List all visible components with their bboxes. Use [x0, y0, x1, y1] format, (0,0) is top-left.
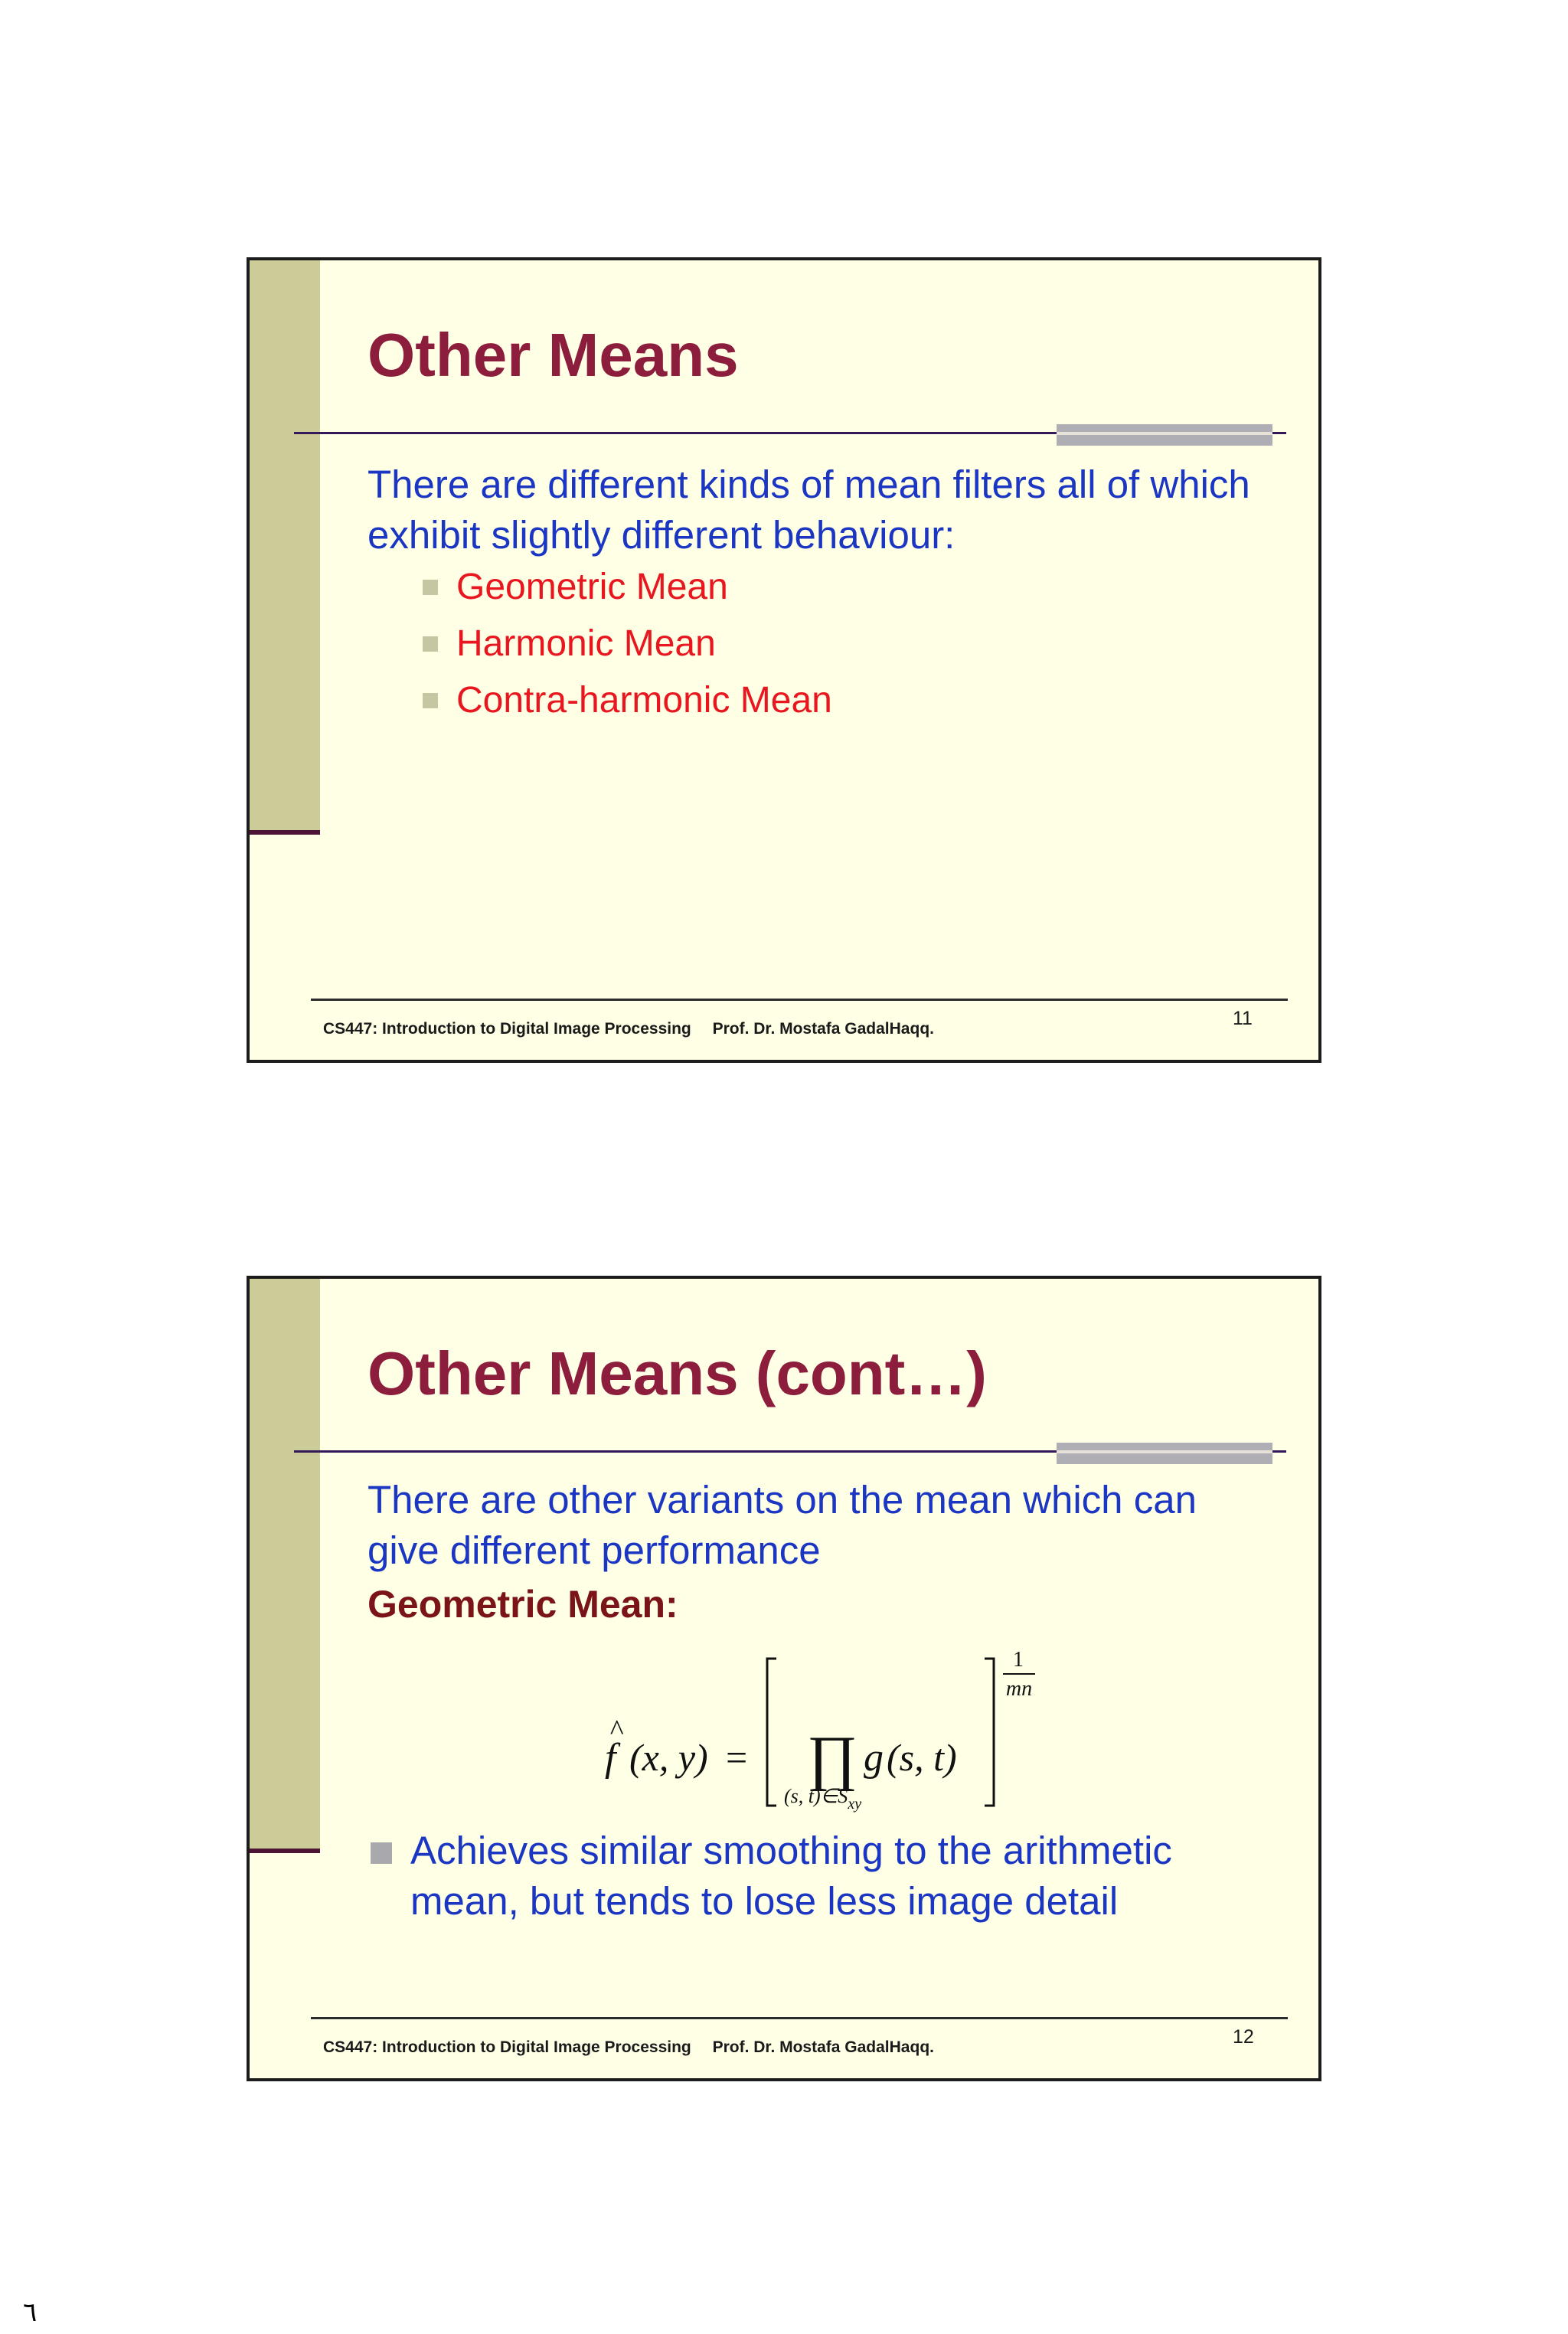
title-accent-bar	[1057, 424, 1272, 446]
side-accent-tick	[250, 830, 320, 835]
footer-rule	[311, 999, 1288, 1001]
bullet-label: Contra-harmonic Mean	[456, 680, 832, 721]
subscript-main: (s, t)∈S	[784, 1785, 848, 1807]
list-item	[423, 559, 832, 616]
document-page-mark: ٦	[23, 2297, 38, 2328]
intro-text: There are different kinds of mean filters all of which exhibit slightly different behaviour:	[368, 463, 1250, 557]
intro-text: There are other variants on the mean which can give different performance	[368, 1478, 1197, 1572]
slide-11	[247, 257, 1321, 1063]
footer-course: CS447: Introduction to Digital Image Processing	[323, 2038, 691, 2056]
subheading: Geometric Mean:	[368, 1583, 678, 1626]
footer-author: Prof. Dr. Mostafa GadalHaqq.	[712, 2038, 934, 2056]
subscript-xy: xy	[848, 1796, 862, 1813]
slide-footer	[323, 2038, 934, 2057]
list-item	[368, 1826, 1286, 1927]
slide-12	[247, 1276, 1321, 2081]
right-bracket	[985, 1659, 994, 1806]
formula-g: g	[864, 1736, 884, 1780]
slide-footer	[323, 1020, 934, 1038]
square-bullet-icon	[423, 693, 438, 708]
side-accent-tick	[250, 1849, 320, 1853]
formula-lhs-args: (x, y)	[629, 1736, 708, 1779]
footer-rule	[311, 2017, 1288, 2019]
bullet-label: Harmonic Mean	[456, 623, 716, 664]
formula-f: f	[605, 1736, 616, 1780]
bullet-list	[423, 559, 832, 729]
list-item	[423, 616, 832, 672]
footer-author: Prof. Dr. Mostafa GadalHaqq.	[712, 1020, 934, 1038]
square-bullet-icon	[371, 1842, 392, 1864]
side-accent-bar	[250, 260, 320, 830]
title-accent-bar	[1057, 1443, 1272, 1464]
square-bullet-icon	[423, 636, 438, 652]
side-accent-bar	[250, 1279, 320, 1849]
slide-title: Other Means	[368, 321, 739, 389]
formula-hat: ^	[609, 1715, 622, 1747]
list-item	[423, 672, 832, 729]
square-bullet-icon	[423, 580, 438, 595]
footer-course: CS447: Introduction to Digital Image Processing	[323, 1020, 691, 1038]
page-number: 11	[1233, 1008, 1253, 1029]
left-bracket	[767, 1659, 776, 1806]
bullet-label: Achieves similar smoothing to the arithmetic mean, but tends to lose less image detail	[410, 1829, 1172, 1923]
page-number: 12	[1233, 2026, 1254, 2048]
exponent-denominator: mn	[1005, 1677, 1033, 1701]
geometric-mean-formula	[594, 1639, 1054, 1830]
slide-title: Other Means (cont…)	[368, 1339, 987, 1407]
exponent-numerator: 1	[1013, 1648, 1024, 1672]
formula-equals: =	[726, 1736, 748, 1779]
formula-operand-args: (s, t)	[887, 1736, 957, 1779]
product-symbol: ∏	[807, 1724, 858, 1792]
bullet-label: Geometric Mean	[456, 567, 728, 607]
